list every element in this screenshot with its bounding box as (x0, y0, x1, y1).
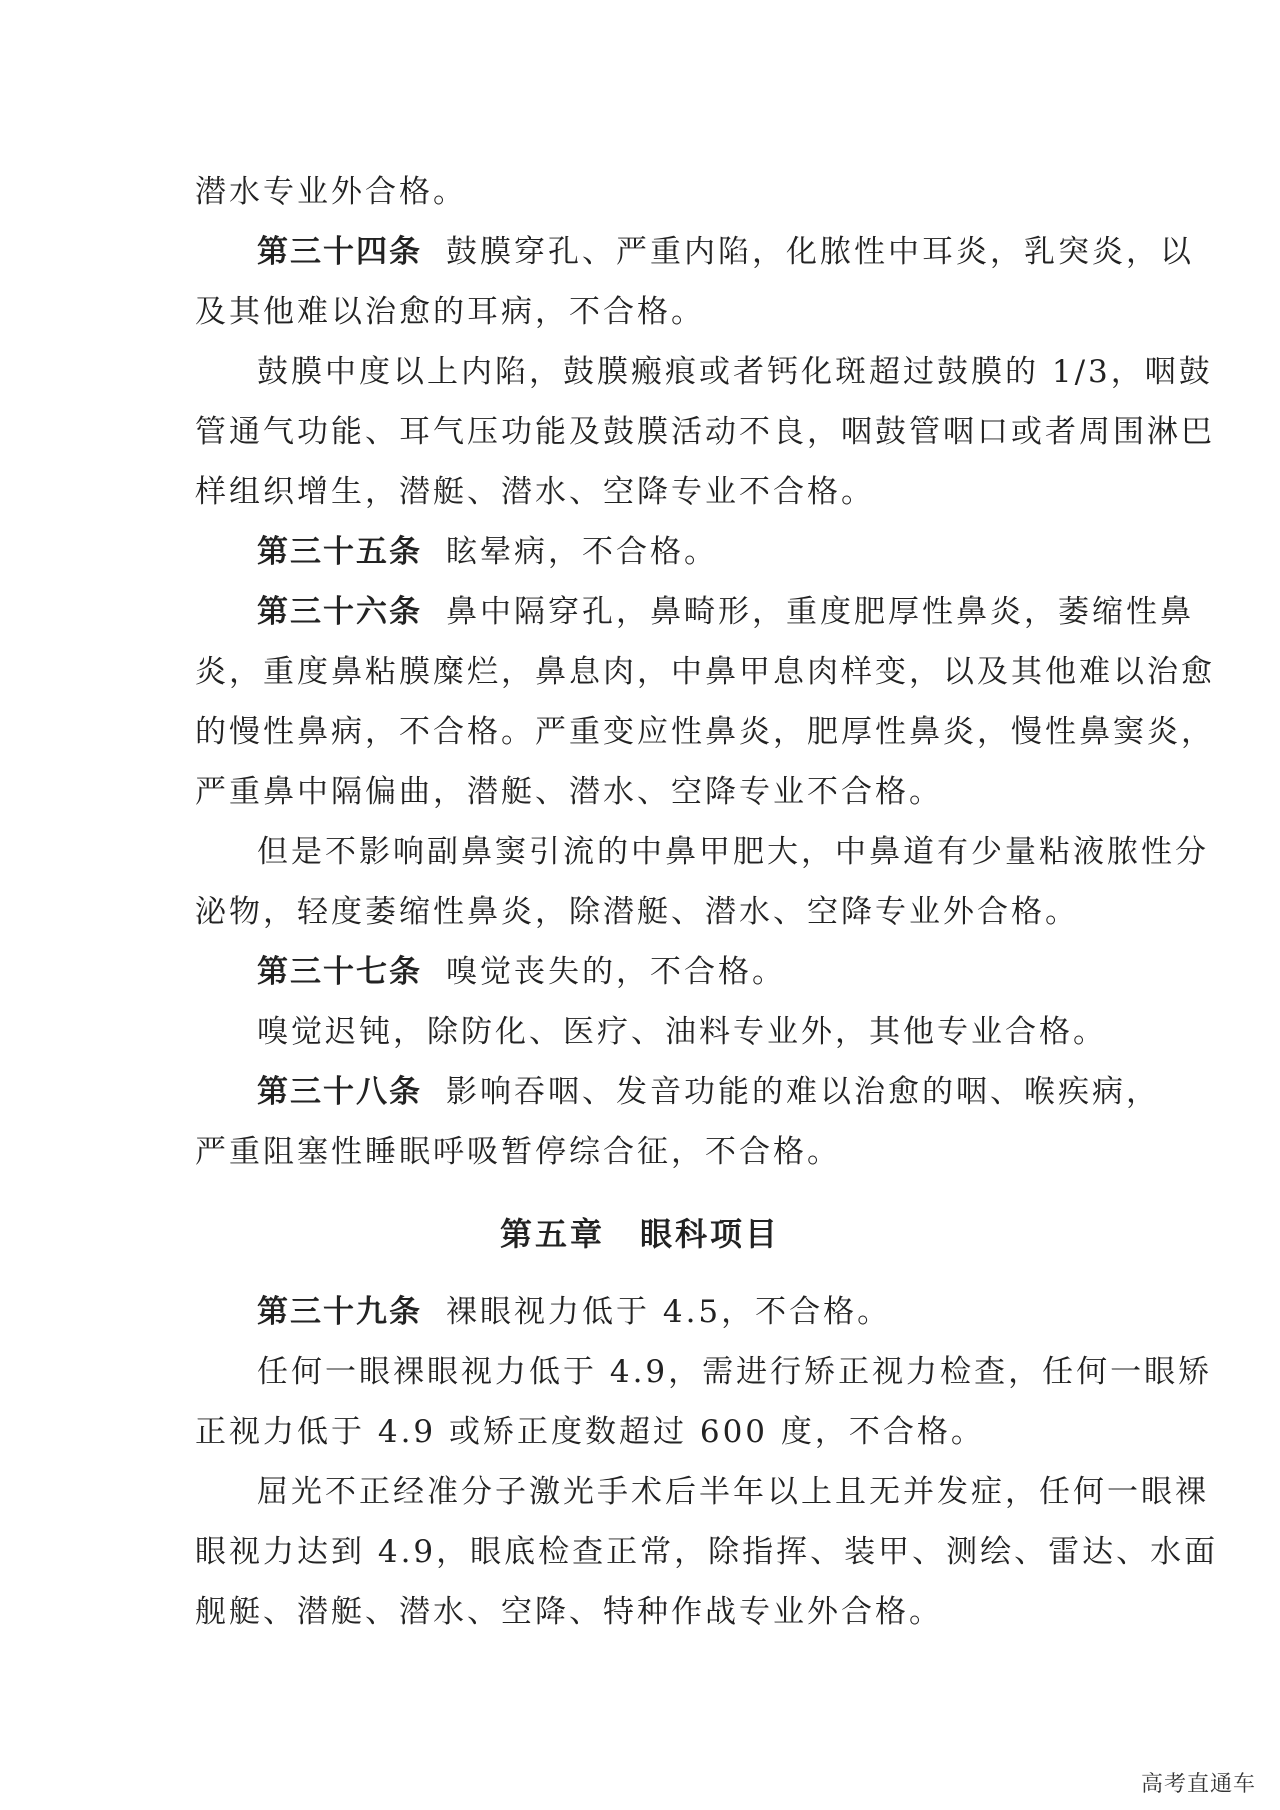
text-line: 及其他难以治愈的耳病，不合格。 (195, 294, 705, 330)
text-line: 样组织增生，潜艇、潜水、空降专业不合格。 (195, 474, 875, 510)
text-line: 严重阻塞性睡眠呼吸暂停综合征，不合格。 (195, 1134, 841, 1170)
article-label: 第三十五条 (257, 534, 422, 570)
watermark: 高考直通车 (1140, 1772, 1256, 1797)
article-label: 第三十八条 (257, 1074, 422, 1110)
text-line: 严重鼻中隔偏曲，潜艇、潜水、空降专业不合格。 (195, 774, 943, 810)
article-37 (257, 952, 1085, 992)
article-label: 第三十九条 (257, 1294, 422, 1330)
article-text: 眩晕病，不合格。 (446, 534, 718, 570)
article-text: 鼓膜穿孔、严重内陷，化脓性中耳炎，乳突炎，以 (446, 234, 1194, 270)
article-39 (257, 1292, 1085, 1332)
text-line: 管通气功能、耳气压功能及鼓膜活动不良，咽鼓管咽口或者周围淋巴 (195, 414, 1215, 450)
chapter-heading: 第五章 眼科项目 (499, 1215, 780, 1253)
article-label: 第三十六条 (257, 594, 422, 630)
article-35 (257, 532, 1085, 572)
text-line: 鼓膜中度以上内陷，鼓膜瘢痕或者钙化斑超过鼓膜的 1/3，咽鼓 (257, 354, 1213, 390)
text-line: 潜水专业外合格。 (195, 174, 467, 210)
article-text: 嗅觉丧失的，不合格。 (446, 954, 786, 990)
article-38 (257, 1072, 1160, 1112)
article-text: 影响吞咽、发音功能的难以治愈的咽、喉疾病， (446, 1074, 1160, 1110)
text-line: 但是不影响副鼻窦引流的中鼻甲肥大，中鼻道有少量粘液脓性分 (257, 834, 1209, 870)
article-text: 裸眼视力低于 4.5，不合格。 (446, 1294, 892, 1330)
article-label: 第三十四条 (257, 234, 422, 270)
article-34 (257, 232, 1194, 272)
article-label: 第三十七条 (257, 954, 422, 990)
article-text: 鼻中隔穿孔，鼻畸形，重度肥厚性鼻炎，萎缩性鼻 (446, 594, 1194, 630)
article-36 (257, 592, 1194, 632)
text-line: 泌物，轻度萎缩性鼻炎，除潜艇、潜水、空降专业外合格。 (195, 894, 1079, 930)
text-line: 屈光不正经准分子激光手术后半年以上且无并发症，任何一眼裸 (257, 1474, 1209, 1510)
text-line: 眼视力达到 4.9，眼底检查正常，除指挥、装甲、测绘、雷达、水面 (195, 1534, 1219, 1570)
text-line: 炎，重度鼻粘膜糜烂，鼻息肉，中鼻甲息肉样变，以及其他难以治愈 (195, 654, 1215, 690)
text-line: 嗅觉迟钝，除防化、医疗、油料专业外，其他专业合格。 (257, 1014, 1107, 1050)
text-line: 正视力低于 4.9 或矫正度数超过 600 度，不合格。 (195, 1414, 985, 1450)
text-line: 舰艇、潜艇、潜水、空降、特种作战专业外合格。 (195, 1594, 943, 1630)
text-line: 的慢性鼻病，不合格。严重变应性鼻炎，肥厚性鼻炎，慢性鼻窦炎， (195, 714, 1215, 750)
text-line: 任何一眼裸眼视力低于 4.9，需进行矫正视力检查，任何一眼矫 (257, 1354, 1213, 1390)
